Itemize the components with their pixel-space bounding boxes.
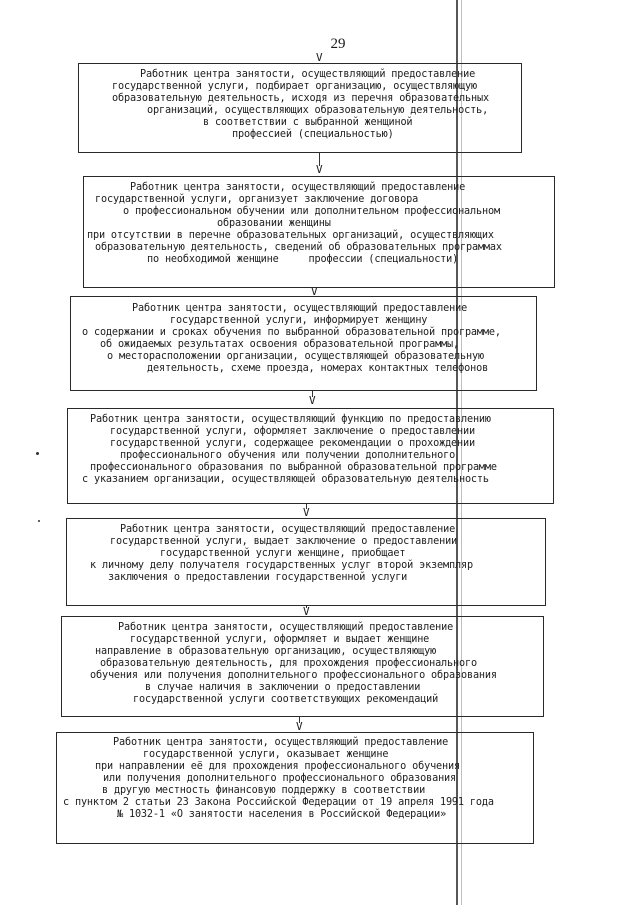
box-text-line: с указанием организации, осуществляющей образовательную деятельность bbox=[82, 474, 489, 485]
box-text-line: образовательную деятельность, исходя из перечня образовательных bbox=[112, 93, 489, 104]
box-text-line: Работник центра занятости, осуществляющий функцию по предоставлению bbox=[90, 414, 491, 425]
box-text-line: организаций, осуществляющих образовательную деятельность, bbox=[147, 105, 489, 116]
box-text-line: о профессиональном обучении или дополнительном профессиональном bbox=[123, 206, 500, 217]
box-text-line: обучения или получения дополнительного профессионального образования bbox=[90, 670, 497, 681]
box-text-line: при направлении её для прохождения профессионального обучения bbox=[95, 761, 460, 772]
box-text-line: Работник центра занятости, осуществляющий предоставление bbox=[120, 524, 456, 535]
scan-speck bbox=[36, 452, 39, 455]
box-text-line: государственной услуги, оформляет заключение о предоставлении bbox=[110, 426, 475, 437]
box-text-line: государственной услуги, оказывает женщине bbox=[143, 749, 389, 760]
box-text-line: государственной услуги, подбирает организацию, осуществляющую bbox=[112, 81, 477, 92]
box-text-line: профессией (специальностью) bbox=[232, 129, 394, 140]
arrow-down-icon: V bbox=[303, 605, 310, 618]
arrow-down-icon: V bbox=[309, 394, 316, 407]
box-text-line: направление в образовательную организацию, осуществляющую bbox=[95, 646, 437, 657]
page-number: 29 bbox=[330, 36, 346, 52]
box-text-line: Работник центра занятости, осуществляющий предоставление bbox=[140, 69, 476, 80]
box-text-line: при отсутствии в перечне образовательных организаций, осуществляющих bbox=[87, 230, 494, 241]
scan-speck bbox=[38, 520, 40, 522]
box-text-line: государственной услуги, содержащее рекомендации о прохождении bbox=[110, 438, 475, 449]
box-text-line: в другую местность финансовую поддержку в соответствии bbox=[102, 785, 426, 796]
box-text-line: Работник центра занятости, осуществляющий предоставление bbox=[130, 182, 466, 193]
box-text-line: государственной услуги женщине, приобщает bbox=[160, 548, 406, 559]
box-text-line: образовательную деятельность, сведений об образовательных программах bbox=[95, 242, 502, 253]
box-text-line: государственной услуги, оформляет и выдает женщине bbox=[130, 634, 430, 645]
arrow-down-icon: V bbox=[316, 51, 323, 64]
box-text-line: государственной услуги, выдает заключение о предоставлении bbox=[110, 536, 458, 547]
box-text-line: профессионального образования по выбранной образовательной программе bbox=[90, 462, 497, 473]
box-text-line: государственной услуги, организует заключение договора bbox=[95, 194, 419, 205]
box-text-line: профессионального обучения или получении дополнительного bbox=[120, 450, 456, 461]
box-text-line: о месторасположении организации, осуществляющей образовательную bbox=[107, 351, 484, 362]
box-text-line: деятельность, схеме проезда, номерах контактных телефонов bbox=[147, 363, 489, 374]
arrow-down-icon: V bbox=[303, 506, 310, 519]
box-text-line: или получения дополнительного профессионального образования bbox=[103, 773, 457, 784]
box-text-line: заключения о предоставлении государственной услуги bbox=[108, 572, 408, 583]
box-text-line: о содержании и сроках обучения по выбранной образовательной программе, bbox=[82, 327, 501, 338]
box-text-line: Работник центра занятости, осуществляющий предоставление bbox=[118, 622, 454, 633]
arrow-down-icon: V bbox=[311, 285, 318, 298]
box-text-line: образовании женщины bbox=[217, 218, 331, 229]
box-text-line: к личному делу получателя государственных услуг второй экземпляр bbox=[90, 560, 473, 571]
box-text-line: в соответствии с выбранной женщиной bbox=[203, 117, 413, 128]
arrow-down-icon: V bbox=[296, 720, 303, 733]
box-text-line: образовательную деятельность, для прохождения профессионального bbox=[100, 658, 477, 669]
arrow-down-icon: V bbox=[316, 163, 323, 176]
box-text-line: с пунктом 2 статьи 23 Закона Российской Федерации от 19 апреля 1991 года bbox=[63, 797, 494, 808]
box-text-line: Работник центра занятости, осуществляющий предоставление bbox=[132, 303, 468, 314]
box-text-line: Работник центра занятости, осуществляющий предоставление bbox=[113, 737, 449, 748]
box-text-line: по необходимой женщине профессии (специальности) bbox=[147, 254, 459, 265]
box-text-line: об ожидаемых результатах освоения образовательной программы, bbox=[100, 339, 460, 350]
box-text-line: государственной услуги соответствующих рекомендаций bbox=[133, 694, 439, 705]
box-text-line: в случае наличия в заключении о предоставлении bbox=[145, 682, 421, 693]
box-text-line: государственной услуги, информирует женщину bbox=[170, 315, 428, 326]
box-text-line: № 1032-1 «О занятости населения в Российской Федерации» bbox=[117, 809, 447, 820]
